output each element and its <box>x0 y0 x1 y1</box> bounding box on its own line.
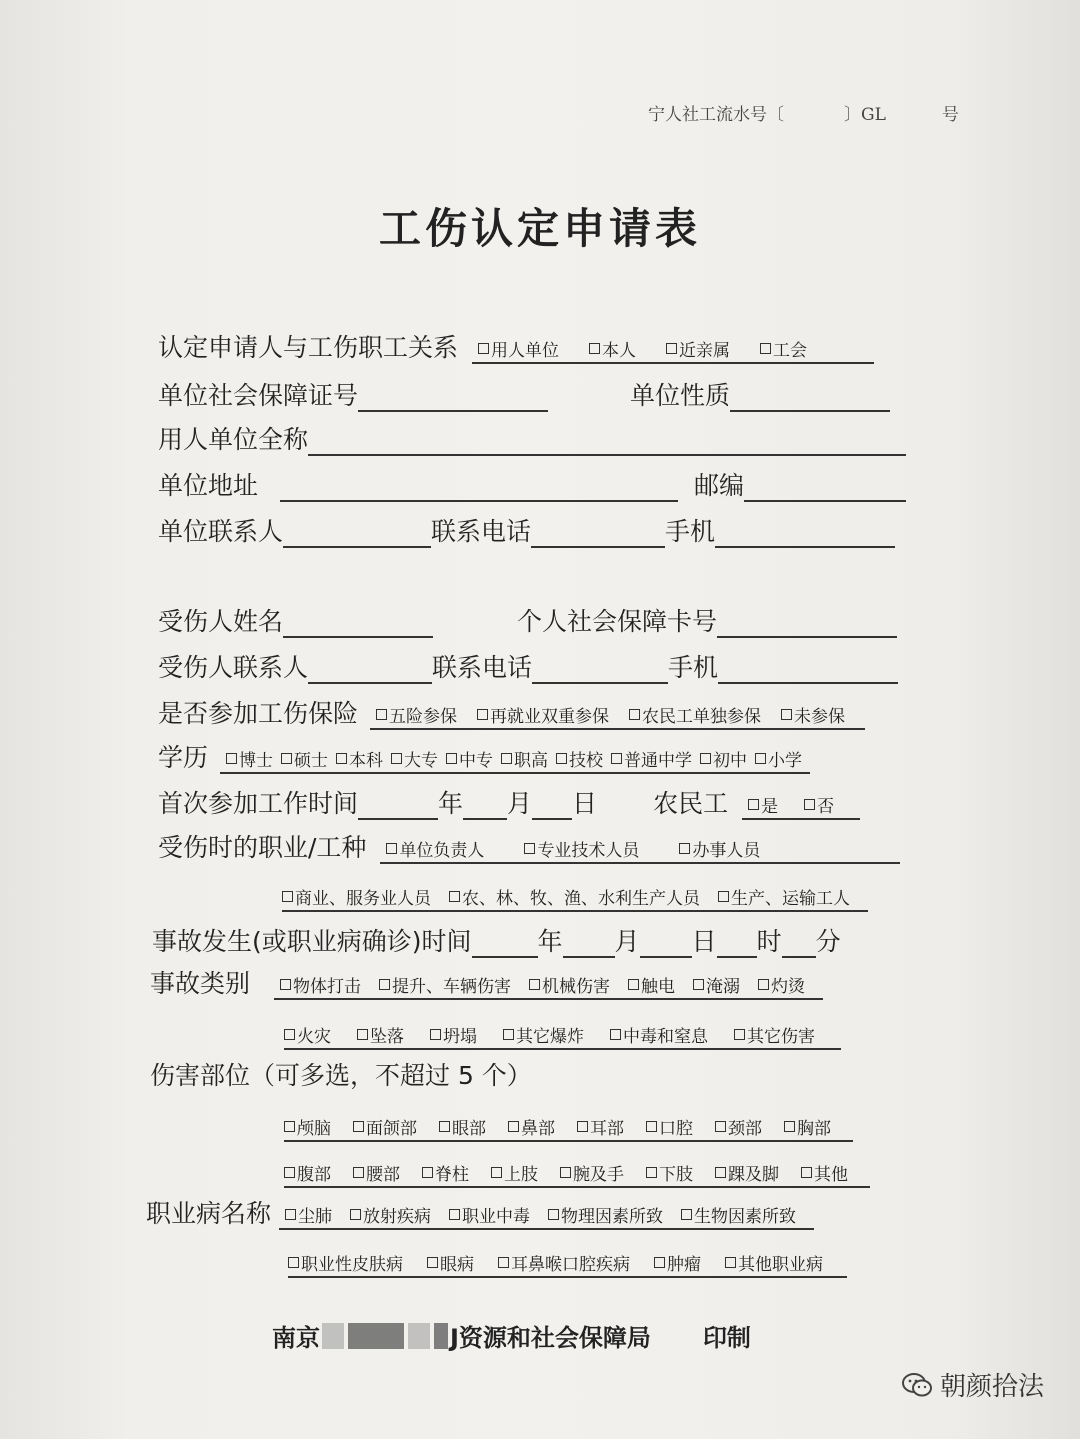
checkbox-icon[interactable] <box>610 1029 621 1040</box>
checkbox-label: 博士 <box>239 751 274 771</box>
redaction-block <box>348 1323 404 1349</box>
checkbox-label: 耳鼻喉口腔疾病 <box>511 1255 630 1275</box>
checkbox-label: 普通中学 <box>624 751 693 771</box>
checkbox-option[interactable] <box>386 836 484 861</box>
checkbox-label: 火灾 <box>297 1027 331 1047</box>
checkbox-label: 小学 <box>768 751 803 771</box>
checkbox-label: 否 <box>817 797 835 817</box>
first-work-day-field[interactable] <box>532 792 572 820</box>
zip-field[interactable] <box>744 474 906 502</box>
checkbox-label: 鼻部 <box>521 1119 555 1139</box>
checkbox-option[interactable] <box>629 702 761 727</box>
checkbox-icon[interactable] <box>280 979 291 990</box>
checkbox-option[interactable] <box>439 1114 486 1139</box>
checkbox-option[interactable] <box>760 336 807 361</box>
checkbox-option[interactable] <box>748 792 778 817</box>
insurance-options <box>370 702 865 730</box>
checkbox-option[interactable] <box>628 972 675 997</box>
checkbox-option[interactable] <box>646 1114 693 1139</box>
checkbox-label: 五险参保 <box>389 707 458 727</box>
checkbox-option[interactable] <box>280 972 361 997</box>
checkbox-option[interactable] <box>357 1022 404 1047</box>
checkbox-option[interactable] <box>556 746 603 771</box>
row-first-work: 首次参加工作时间 年 月 日 农民工 是 否 <box>158 786 860 820</box>
checkbox-icon[interactable] <box>491 1167 502 1178</box>
row-education: 学历 博士 硕士 本科 大专 中专 职高 技校 普通中学 初中 小学 <box>158 740 810 774</box>
checkbox-icon[interactable] <box>646 1121 657 1132</box>
injured-phone-field[interactable] <box>532 656 668 684</box>
checkbox-label: 颈部 <box>728 1119 762 1139</box>
checkbox-option[interactable] <box>646 1160 693 1185</box>
checkbox-icon[interactable] <box>758 979 769 990</box>
checkbox-label: 农民工单独参保 <box>642 707 762 727</box>
checkbox-label: 物体打击 <box>293 977 362 997</box>
checkbox-label: 触电 <box>641 977 676 997</box>
checkbox-option[interactable] <box>508 1114 555 1139</box>
redaction-block <box>434 1323 448 1349</box>
relation-options <box>472 336 874 364</box>
redaction-block <box>322 1323 344 1349</box>
checkbox-icon[interactable] <box>529 979 540 990</box>
checkbox-icon[interactable] <box>693 979 704 990</box>
row-ss-number: 单位社会保障证号 单位性质 <box>158 378 890 412</box>
checkbox-label: 机械伤害 <box>542 977 611 997</box>
checkbox-label: 胸部 <box>797 1119 831 1139</box>
checkbox-icon[interactable] <box>700 753 711 764</box>
checkbox-option[interactable] <box>548 1202 663 1227</box>
checkbox-label: 踝及脚 <box>728 1165 779 1185</box>
checkbox-option[interactable] <box>560 1160 624 1185</box>
checkbox-option[interactable] <box>681 1202 796 1227</box>
checkbox-option[interactable] <box>376 702 457 727</box>
checkbox-icon[interactable] <box>560 1167 571 1178</box>
checkbox-label: 放射疾病 <box>363 1207 432 1227</box>
accident-hour-field[interactable] <box>717 930 757 958</box>
checkbox-icon[interactable] <box>449 891 460 902</box>
checkbox-icon[interactable] <box>353 1167 364 1178</box>
injury-part-options-1 <box>284 1114 853 1142</box>
checkbox-label: 职高 <box>514 751 549 771</box>
checkbox-icon[interactable] <box>357 1029 368 1040</box>
checkbox-icon[interactable] <box>478 343 489 354</box>
checkbox-label: 耳部 <box>590 1119 624 1139</box>
checkbox-label: 职业中毒 <box>462 1207 531 1227</box>
checkbox-icon[interactable] <box>734 1029 745 1040</box>
checkbox-icon[interactable] <box>422 1167 433 1178</box>
checkbox-option[interactable] <box>503 1022 584 1047</box>
checkbox-icon[interactable] <box>784 1121 795 1132</box>
unit-fullname-field[interactable] <box>308 428 906 456</box>
checkbox-icon[interactable] <box>666 343 677 354</box>
checkbox-label: 用人单位 <box>491 341 560 361</box>
checkbox-option[interactable] <box>654 1250 701 1275</box>
checkbox-label: 单位负责人 <box>399 841 485 861</box>
checkbox-label: 生物因素所致 <box>694 1207 797 1227</box>
checkbox-label: 颅脑 <box>297 1119 331 1139</box>
checkbox-option[interactable] <box>758 972 805 997</box>
checkbox-option[interactable] <box>282 884 431 909</box>
checkbox-icon[interactable] <box>589 343 600 354</box>
row-injured-name: 受伤人姓名 个人社会保障卡号 <box>158 604 897 638</box>
row-injury-part: 伤害部位（可多选，不超过 5 个） <box>150 1061 532 1090</box>
checkbox-icon[interactable] <box>226 753 237 764</box>
checkbox-icon[interactable] <box>760 343 771 354</box>
checkbox-icon[interactable] <box>654 1257 665 1268</box>
row-accident-time: 事故发生(或职业病确诊)时间 年 月 日 时 分 <box>152 927 841 956</box>
checkbox-label: 工会 <box>773 341 808 361</box>
accident-day-field[interactable] <box>640 930 692 958</box>
accident-month-field[interactable] <box>563 930 615 958</box>
checkbox-label: 眼病 <box>440 1255 474 1275</box>
checkbox-icon[interactable] <box>376 709 387 720</box>
checkbox-option[interactable] <box>449 884 700 909</box>
checkbox-icon[interactable] <box>449 1209 460 1220</box>
checkbox-option[interactable] <box>725 1250 823 1275</box>
checkbox-icon[interactable] <box>288 1257 299 1268</box>
checkbox-label: 中专 <box>459 751 494 771</box>
checkbox-option[interactable] <box>755 746 802 771</box>
checkbox-icon[interactable] <box>284 1029 295 1040</box>
checkbox-option[interactable] <box>589 336 636 361</box>
checkbox-label: 中毒和窒息 <box>623 1027 708 1047</box>
checkbox-option[interactable] <box>718 884 850 909</box>
checkbox-option[interactable] <box>478 336 559 361</box>
form-title: 工伤认定申请表 <box>378 204 701 253</box>
checkbox-label: 大专 <box>404 751 439 771</box>
checkbox-icon[interactable] <box>715 1121 726 1132</box>
checkbox-icon[interactable] <box>718 891 729 902</box>
accident-type-options-2 <box>284 1022 841 1050</box>
checkbox-icon[interactable] <box>577 1121 588 1132</box>
checkbox-option[interactable] <box>379 972 511 997</box>
checkbox-option[interactable] <box>288 1250 403 1275</box>
accident-type-options-1 <box>274 972 823 1000</box>
checkbox-label: 其他 <box>814 1165 848 1185</box>
checkbox-option[interactable] <box>226 746 273 771</box>
row-relation: 认定申请人与工伤职工关系 用人单位 本人 近亲属 工会 <box>158 330 874 364</box>
checkbox-icon[interactable] <box>748 799 759 810</box>
checkbox-option[interactable] <box>666 336 730 361</box>
checkbox-icon[interactable] <box>801 1167 812 1178</box>
injury-part-options-2 <box>284 1160 870 1188</box>
checkbox-label: 面颌部 <box>366 1119 417 1139</box>
checkbox-icon[interactable] <box>477 709 488 720</box>
accident-minute-field[interactable] <box>782 930 816 958</box>
serial-number: 宁人社工流水号〔 〕GL 号 <box>648 105 959 125</box>
checkbox-icon[interactable] <box>804 799 815 810</box>
checkbox-option[interactable] <box>498 1250 630 1275</box>
checkbox-icon[interactable] <box>386 843 397 854</box>
unit-phone-field[interactable] <box>531 520 665 548</box>
checkbox-label: 提升、车辆伤害 <box>392 977 512 997</box>
checkbox-option[interactable] <box>781 702 845 727</box>
migrant-options <box>742 792 860 820</box>
checkbox-label: 肿瘤 <box>667 1255 701 1275</box>
injured-contact-field[interactable] <box>308 656 432 684</box>
disease-options-1 <box>279 1202 814 1230</box>
checkbox-icon[interactable] <box>681 1209 692 1220</box>
checkbox-option[interactable] <box>715 1160 779 1185</box>
checkbox-icon[interactable] <box>285 1209 296 1220</box>
checkbox-option[interactable] <box>353 1160 400 1185</box>
checkbox-icon[interactable] <box>379 979 390 990</box>
injured-mobile-field[interactable] <box>718 656 898 684</box>
checkbox-label: 生产、运输工人 <box>731 889 850 909</box>
row-fullname: 用人单位全称 <box>158 422 906 456</box>
checkbox-label: 腕及手 <box>573 1165 624 1185</box>
checkbox-icon[interactable] <box>755 753 766 764</box>
checkbox-option[interactable] <box>529 972 610 997</box>
wechat-icon <box>902 1372 932 1398</box>
checkbox-label: 近亲属 <box>679 341 731 361</box>
checkbox-icon[interactable] <box>781 709 792 720</box>
checkbox-label: 本科 <box>349 751 384 771</box>
checkbox-icon[interactable] <box>679 843 690 854</box>
checkbox-icon[interactable] <box>281 753 292 764</box>
unit-nature-field[interactable] <box>730 384 890 412</box>
checkbox-icon[interactable] <box>284 1121 295 1132</box>
checkbox-icon[interactable] <box>524 843 535 854</box>
first-work-month-field[interactable] <box>463 792 507 820</box>
row-injured-contact: 受伤人联系人 联系电话 手机 <box>158 650 898 684</box>
unit-address-field[interactable] <box>280 474 678 502</box>
checkbox-label: 技校 <box>569 751 604 771</box>
checkbox-label: 其它爆炸 <box>516 1027 584 1047</box>
education-options <box>220 746 810 774</box>
checkbox-option[interactable] <box>611 746 692 771</box>
checkbox-label: 物理因素所致 <box>561 1207 664 1227</box>
disease-options-2 <box>288 1250 847 1278</box>
checkbox-label: 硕士 <box>294 751 329 771</box>
checkbox-option[interactable] <box>610 1022 708 1047</box>
row-accident-type: 事故类别 物体打击 提升、车辆伤害 机械伤害 触电 淹溺 灼烫 <box>150 966 823 1000</box>
checkbox-icon[interactable] <box>391 753 402 764</box>
first-work-year-field[interactable] <box>358 792 438 820</box>
checkbox-label: 淹溺 <box>706 977 741 997</box>
ss-number-field[interactable] <box>358 384 548 412</box>
row-unit-contact: 单位联系人 联系电话 手机 <box>158 514 895 548</box>
checkbox-option[interactable] <box>491 1160 538 1185</box>
checkbox-icon[interactable] <box>503 1029 514 1040</box>
checkbox-icon[interactable] <box>508 1121 519 1132</box>
checkbox-label: 口腔 <box>659 1119 693 1139</box>
checkbox-icon[interactable] <box>556 753 567 764</box>
checkbox-label: 上肢 <box>504 1165 538 1185</box>
checkbox-option[interactable] <box>446 746 493 771</box>
occupation-options-1 <box>380 836 900 864</box>
checkbox-icon[interactable] <box>548 1209 559 1220</box>
checkbox-icon[interactable] <box>282 891 293 902</box>
footer-issuer: 南京 J资源和社会保障局 印制 <box>272 1324 751 1352</box>
checkbox-icon[interactable] <box>336 753 347 764</box>
checkbox-icon[interactable] <box>446 753 457 764</box>
checkbox-option[interactable] <box>700 746 747 771</box>
checkbox-icon[interactable] <box>430 1029 441 1040</box>
checkbox-option[interactable] <box>281 746 328 771</box>
checkbox-icon[interactable] <box>611 753 622 764</box>
checkbox-label: 办事人员 <box>692 841 761 861</box>
checkbox-option[interactable] <box>284 1022 331 1047</box>
checkbox-option[interactable] <box>715 1114 762 1139</box>
row-occupation: 受伤时的职业/工种 单位负责人 专业技术人员 办事人员 <box>158 830 900 864</box>
checkbox-option[interactable] <box>734 1022 815 1047</box>
checkbox-option[interactable] <box>284 1160 331 1185</box>
checkbox-label: 其他职业病 <box>738 1255 823 1275</box>
checkbox-label: 眼部 <box>452 1119 486 1139</box>
checkbox-option[interactable] <box>679 836 760 861</box>
checkbox-label: 坍塌 <box>443 1027 477 1047</box>
checkbox-label: 坠落 <box>370 1027 404 1047</box>
checkbox-option[interactable] <box>801 1160 848 1185</box>
checkbox-option[interactable] <box>501 746 548 771</box>
checkbox-label: 是 <box>761 797 779 817</box>
checkbox-label: 职业性皮肤病 <box>301 1255 403 1275</box>
checkbox-option[interactable] <box>336 746 383 771</box>
checkbox-option[interactable] <box>422 1160 469 1185</box>
checkbox-label: 尘肺 <box>298 1207 333 1227</box>
checkbox-option[interactable] <box>577 1114 624 1139</box>
checkbox-option[interactable] <box>350 1202 431 1227</box>
injured-name-field[interactable] <box>283 610 433 638</box>
row-address: 单位地址 邮编 <box>158 468 906 502</box>
checkbox-label: 下肢 <box>659 1165 693 1185</box>
checkbox-icon[interactable] <box>439 1121 450 1132</box>
row-disease: 职业病名称 尘肺 放射疾病 职业中毒 物理因素所致 生物因素所致 <box>146 1196 814 1230</box>
checkbox-label: 其它伤害 <box>747 1027 815 1047</box>
checkbox-label: 未参保 <box>794 707 846 727</box>
checkbox-label: 商业、服务业人员 <box>295 889 431 909</box>
checkbox-option[interactable] <box>784 1114 831 1139</box>
checkbox-option[interactable] <box>449 1202 530 1227</box>
checkbox-icon[interactable] <box>646 1167 657 1178</box>
checkbox-icon[interactable] <box>715 1167 726 1178</box>
redaction-block <box>408 1323 430 1349</box>
checkbox-option[interactable] <box>353 1114 417 1139</box>
checkbox-option[interactable] <box>285 1202 332 1227</box>
checkbox-icon[interactable] <box>725 1257 736 1268</box>
checkbox-icon[interactable] <box>350 1209 361 1220</box>
checkbox-label: 灼烫 <box>771 977 806 997</box>
checkbox-icon[interactable] <box>498 1257 509 1268</box>
accident-year-field[interactable] <box>472 930 538 958</box>
checkbox-label: 农、林、牧、渔、水利生产人员 <box>462 889 700 909</box>
row-insurance: 是否参加工伤保险 五险参保 再就业双重参保 农民工单独参保 未参保 <box>158 696 865 730</box>
checkbox-icon[interactable] <box>353 1121 364 1132</box>
watermark: 朝颜拾法 <box>902 1366 1044 1403</box>
unit-mobile-field[interactable] <box>715 520 895 548</box>
checkbox-icon[interactable] <box>501 753 512 764</box>
checkbox-label: 专业技术人员 <box>537 841 640 861</box>
checkbox-icon[interactable] <box>628 979 639 990</box>
checkbox-icon[interactable] <box>629 709 640 720</box>
checkbox-label: 腰部 <box>366 1165 400 1185</box>
checkbox-option[interactable] <box>427 1250 474 1275</box>
occupation-options-2 <box>282 884 868 912</box>
checkbox-icon[interactable] <box>427 1257 438 1268</box>
checkbox-label: 腹部 <box>297 1165 331 1185</box>
checkbox-icon[interactable] <box>284 1167 295 1178</box>
checkbox-option[interactable] <box>391 746 438 771</box>
checkbox-option[interactable] <box>430 1022 477 1047</box>
checkbox-option[interactable] <box>804 792 834 817</box>
checkbox-option[interactable] <box>477 702 609 727</box>
checkbox-label: 本人 <box>602 341 637 361</box>
checkbox-label: 初中 <box>713 751 748 771</box>
ss-card-field[interactable] <box>717 610 897 638</box>
checkbox-option[interactable] <box>693 972 740 997</box>
unit-contact-field[interactable] <box>283 520 431 548</box>
checkbox-option[interactable] <box>524 836 639 861</box>
checkbox-label: 脊柱 <box>435 1165 469 1185</box>
checkbox-label: 再就业双重参保 <box>490 707 610 727</box>
checkbox-option[interactable] <box>284 1114 331 1139</box>
